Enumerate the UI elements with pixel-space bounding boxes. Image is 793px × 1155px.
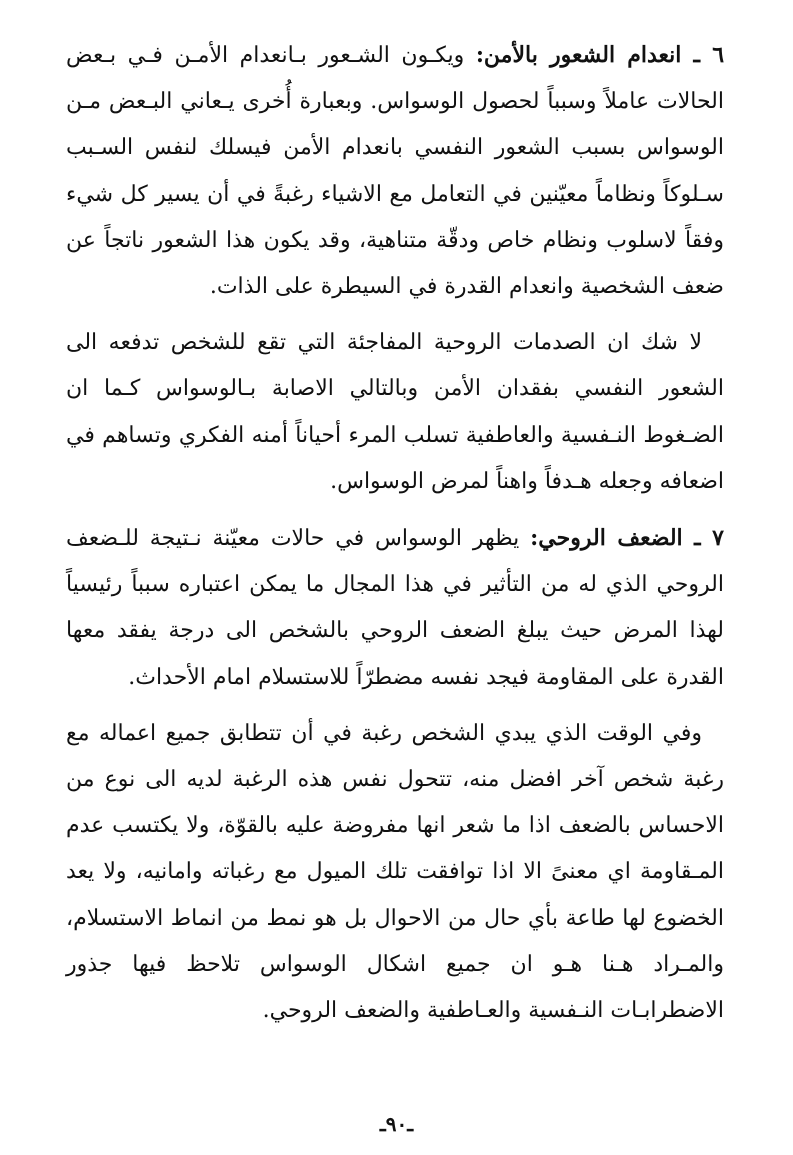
heading-spiritual-weakness: ٧ ـ الضعف الروحي: — [530, 525, 724, 552]
paragraph-submission-text: وفي الوقت الذي يبدي الشخص رغبة في أن تتطابق جميع اعماله مع رغبة شخص آخر افضل منه، تتحول نفس هذه الرغبة لديه الى نوع من الاحساس بالضعف اذا ما شعر انها مفروضة عليه بالقوّة، ولا يكتسب عدم المـقاومة اي معنىً الا اذا توافقت تلك الميول مع رغباته وامانيه، ولا يعد الخضوع لها طاعة بأي حال من الاحوال بل هو نمط من انماط الاستسلام، والمـراد هـنا هـو ان جميع اشكال الوسواس تلاحظ فيها جذور الاضطرابـات النـفسية والعـاطفية والضعف الروحي. — [66, 720, 724, 1024]
page-number: ـ٩٠ـ — [379, 1112, 414, 1136]
paragraph-spiritual-weakness-text: يظهر الوسواس في حالات معيّنة نـتيجة للـضعف الروحي الذي له من التأثير في هذا المجال ما يمكن اعتباره سبباً رئيسياً لهذا المرض حيث يبلغ الضعف الروحي بالشخص الى درجة يفقد معها القدرة على المقاومة فيجد نفسه مضطرّاً للاستسلام امام الأحداث. — [66, 526, 724, 690]
heading-insecurity: ٦ ـ انعدام الشعور بالأمن: — [475, 42, 725, 68]
paragraph-spiritual-weakness — [66, 515, 724, 701]
document-page — [66, 32, 724, 1082]
paragraph-insecurity — [66, 32, 724, 310]
paragraph-spiritual-shocks — [66, 320, 724, 505]
paragraph-spiritual-shocks-text: لا شك ان الصدمات الروحية المفاجئة التي تقع للشخص تدفعه الى الشعور النفسي بفقدان الأمن وبالتالي الاصابة بـالوسواس كـما ان الضـغوط النـفسية والعاطفية تسلب المرء أحياناً أمنه الفكري وتساهم في اضعافه وجعله هـدفاً واهناً لمرض الوسواس. — [66, 330, 724, 494]
paragraph-submission — [66, 711, 724, 1034]
paragraph-insecurity-text: ويكـون الشـعور بـانعدام الأمـن فـي بـعض الحالات عاملاً وسبباً لحصول الوسواس. وبعبارة أُخرى يـعاني البـعض مـن الوسواس بسبب الشعور النفسي بانعدام الأمن فيسلك لنفس السـبب سـلوكاً ونظاماً معيّنين في التعامل مع الاشياء رغبةً في أن يسير كل شيء وفقاً لاسلوب ونظام خاص ودقّة متناهية، وقد يكون هذا الشعور ناتجاً عن ضعف الشخصية وانعدام القدرة في السيطرة على الذات. — [66, 43, 724, 300]
